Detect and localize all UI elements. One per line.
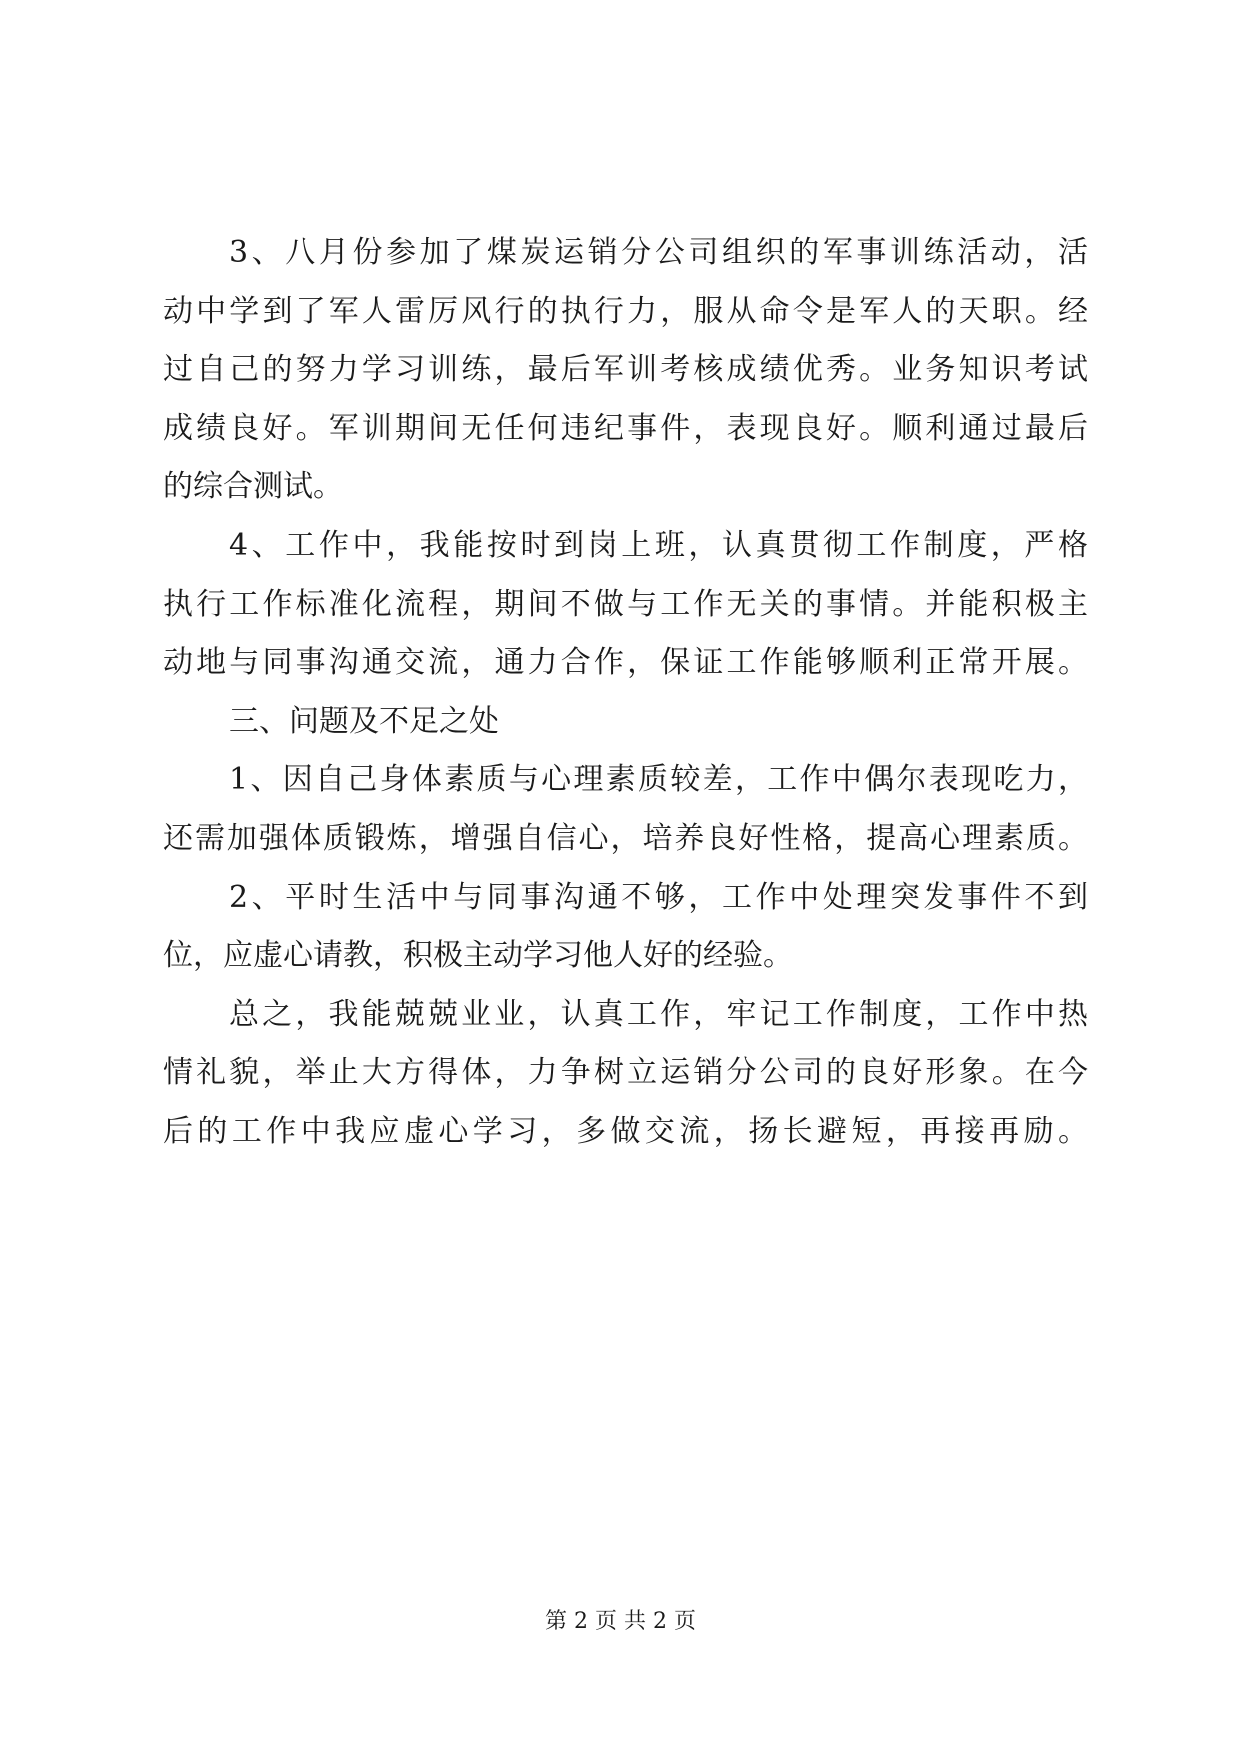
section-heading-problems: 三、问题及不足之处 (229, 703, 499, 739)
problem-1-line-1: 1、因自己身体素质与心理素质较差，工作中偶尔表现吃力， (229, 762, 1088, 798)
paragraph-4-line-2: 执行工作标准化流程，期间不做与工作无关的事情。并能积极主 (163, 586, 1088, 622)
summary-line-3: 后的工作中我应虚心学习，多做交流，扬长避短，再接再励。 (163, 1113, 1088, 1149)
paragraph-3-line-4: 成绩良好。军训期间无任何违纪事件，表现良好。顺利通过最后 (163, 410, 1088, 446)
problem-2-line-2: 位，应虚心请教，积极主动学习他人好的经验。 (163, 938, 793, 974)
paragraph-4-line-1: 4、工作中，我能按时到岗上班，认真贯彻工作制度，严格 (229, 527, 1088, 563)
paragraph-3-line-5: 的综合测试。 (163, 469, 343, 505)
document-body (163, 224, 1088, 1162)
summary-line-2: 情礼貌，举止大方得体，力争树立运销分公司的良好形象。在今 (163, 1055, 1088, 1091)
paragraph-4-line-3: 动地与同事沟通交流，通力合作，保证工作能够顺利正常开展。 (163, 645, 1088, 681)
problem-1-line-2: 还需加强体质锻炼，增强自信心，培养良好性格，提高心理素质。 (163, 820, 1088, 856)
paragraph-3-line-2: 动中学到了军人雷厉风行的执行力，服从命令是军人的天职。经 (163, 293, 1088, 329)
page-number-footer: 第 2 页 共 2 页 (545, 1609, 696, 1634)
paragraph-3-line-3: 过自己的努力学习训练，最后军训考核成绩优秀。业务知识考试 (163, 352, 1088, 388)
paragraph-3-line-1: 3、八月份参加了煤炭运销分公司组织的军事训练活动，活 (229, 235, 1088, 270)
problem-2-line-1: 2、平时生活中与同事沟通不够，工作中处理突发事件不到 (229, 879, 1088, 915)
summary-line-1: 总之，我能兢兢业业，认真工作，牢记工作制度，工作中热 (229, 996, 1088, 1032)
